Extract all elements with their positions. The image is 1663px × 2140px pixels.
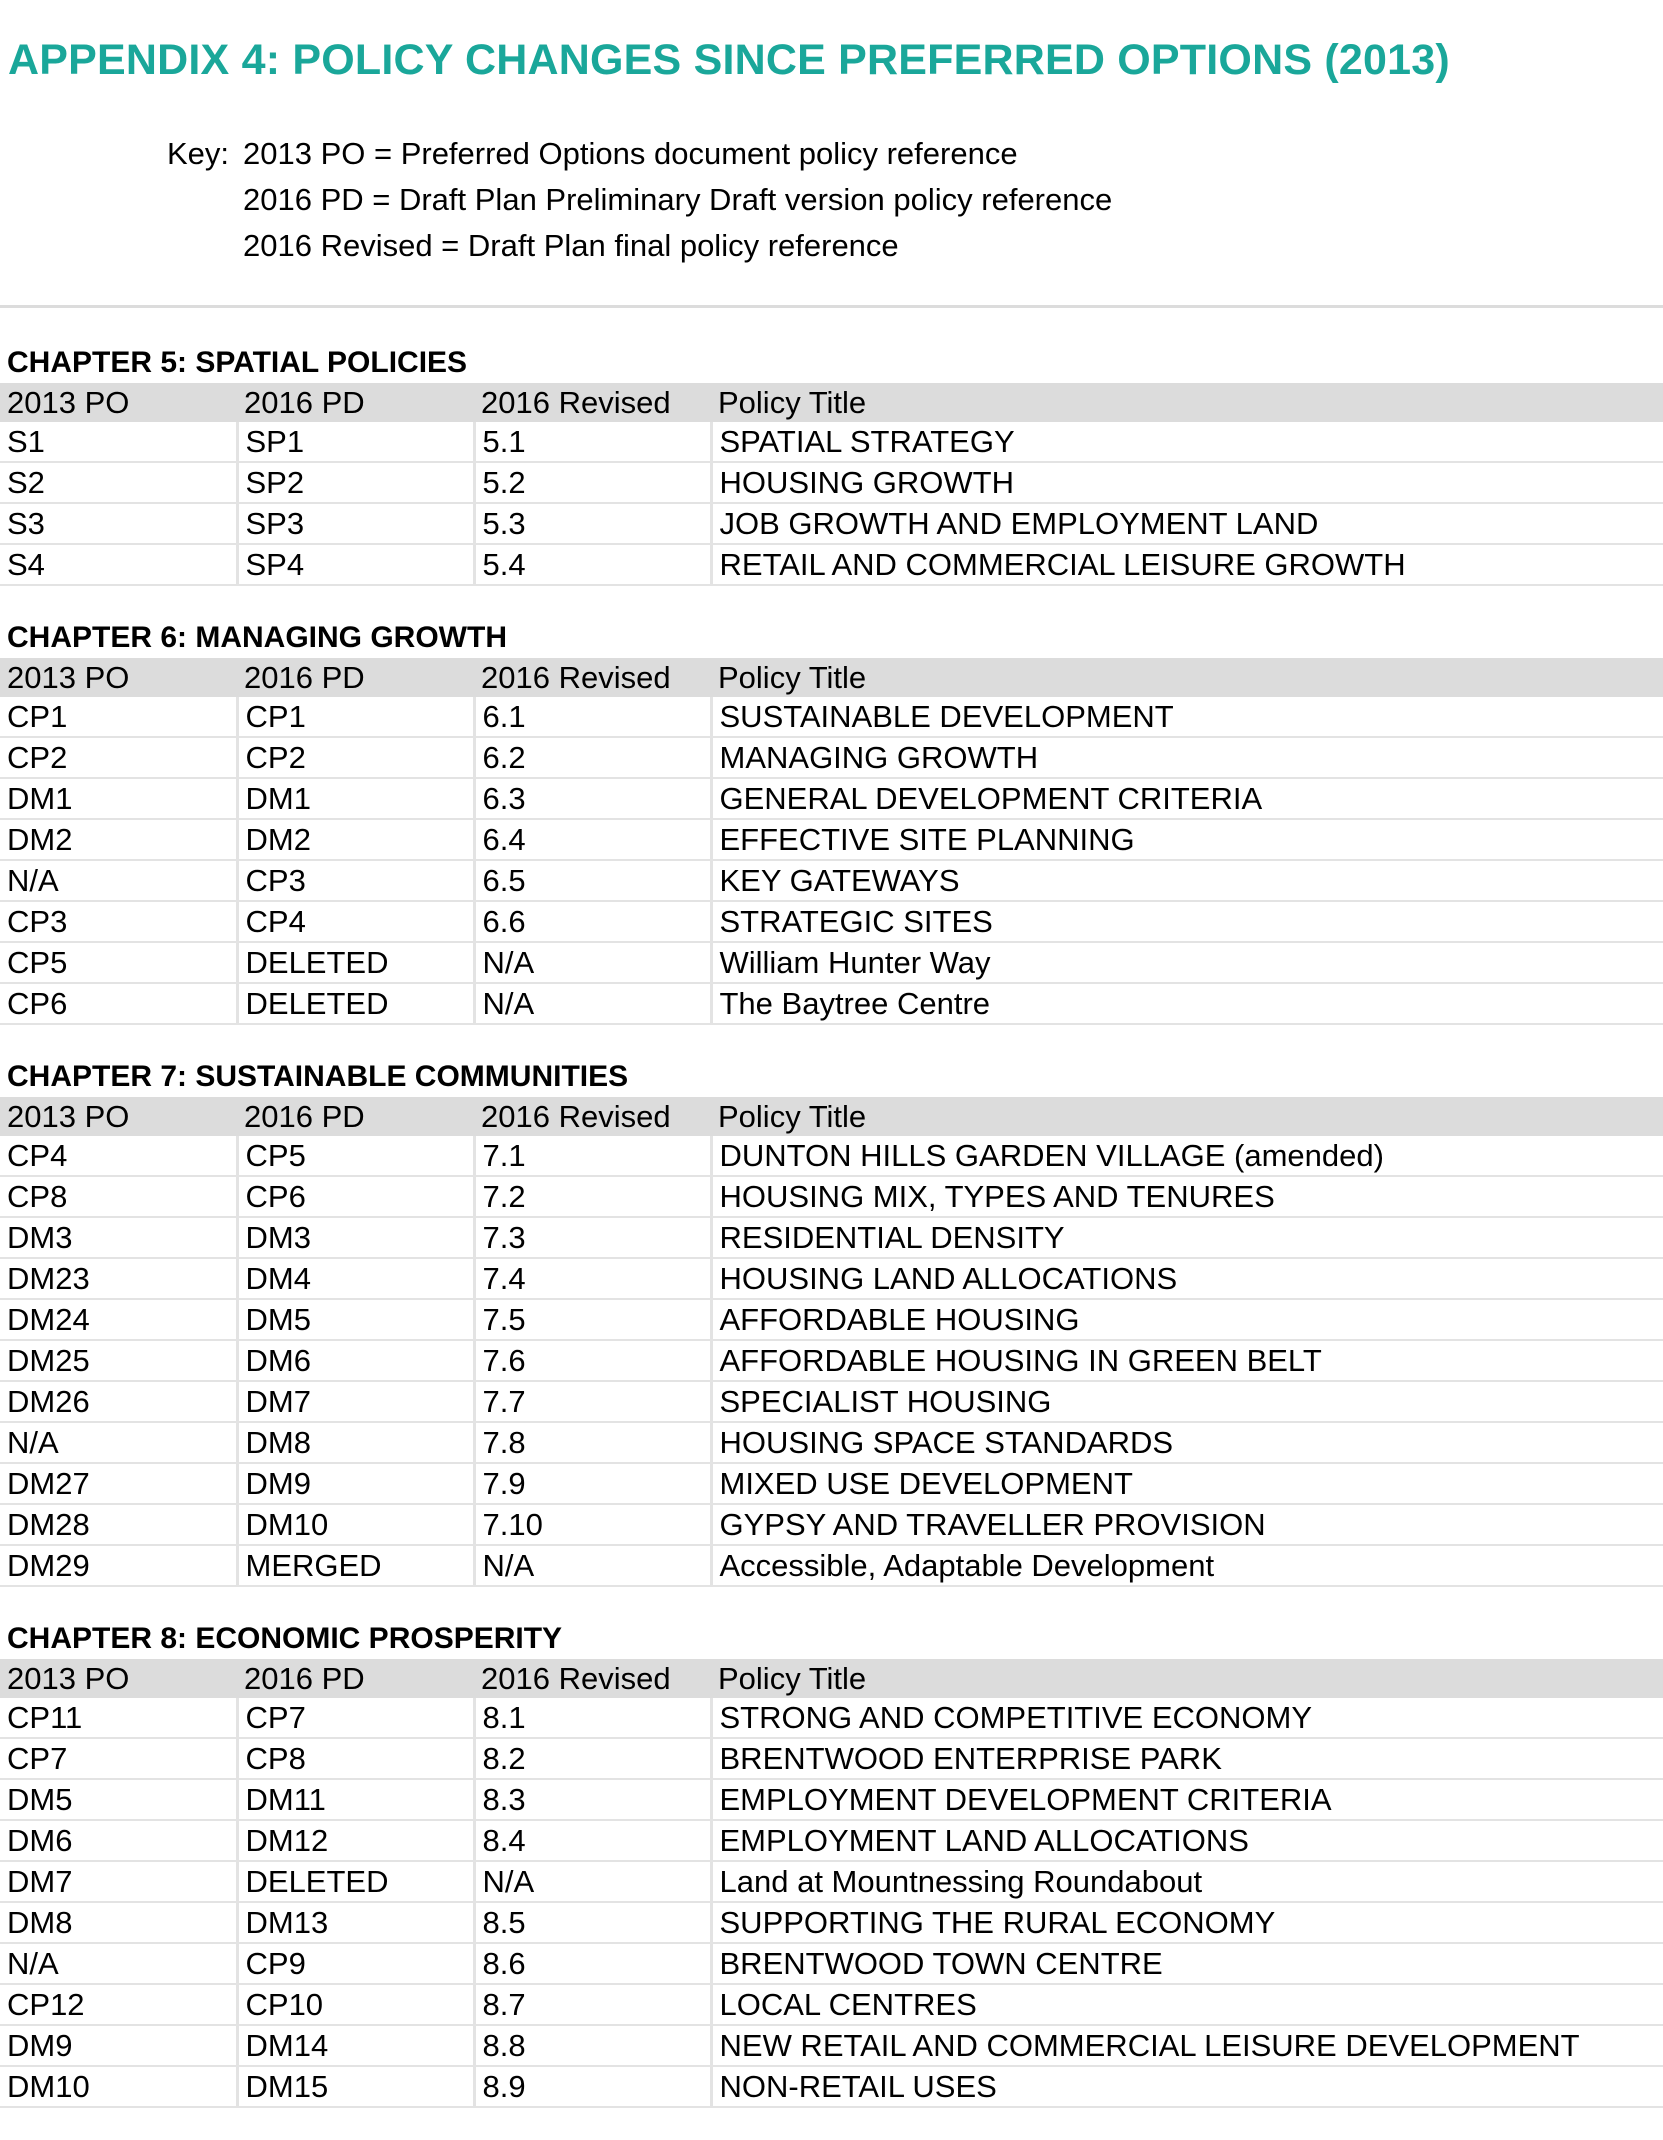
- po-ref-cell: DM2: [0, 819, 237, 860]
- revised-ref-cell: 7.5: [474, 1299, 711, 1340]
- pd-ref-cell: DM14: [237, 2025, 474, 2066]
- revised-ref-cell: 8.3: [474, 1779, 711, 1820]
- pd-ref-cell: DM8: [237, 1422, 474, 1463]
- revised-ref-cell: 7.3: [474, 1217, 711, 1258]
- pd-ref-cell: DM3: [237, 1217, 474, 1258]
- table-row: [0, 697, 1663, 737]
- table-row: [0, 2066, 1663, 2107]
- revised-ref-cell: 6.3: [474, 778, 711, 819]
- policy-title-cell: William Hunter Way: [711, 942, 1663, 983]
- policy-title-cell: STRATEGIC SITES: [711, 901, 1663, 942]
- table-row: [0, 1422, 1663, 1463]
- chapter-section: [0, 618, 1663, 1025]
- pd-ref-cell: DM6: [237, 1340, 474, 1381]
- po-ref-cell: DM9: [0, 2025, 237, 2066]
- column-header: 2013 PO: [0, 1659, 237, 1698]
- table-row: [0, 819, 1663, 860]
- table-row: [0, 1698, 1663, 1738]
- pd-ref-cell: DM2: [237, 819, 474, 860]
- po-ref-cell: CP3: [0, 901, 237, 942]
- pd-ref-cell: DM5: [237, 1299, 474, 1340]
- po-ref-cell: CP6: [0, 983, 237, 1024]
- revised-ref-cell: 7.1: [474, 1136, 711, 1176]
- revised-ref-cell: 6.6: [474, 901, 711, 942]
- pd-ref-cell: DELETED: [237, 1861, 474, 1902]
- revised-ref-cell: 6.2: [474, 737, 711, 778]
- revised-ref-cell: 7.4: [474, 1258, 711, 1299]
- table-row: [0, 1463, 1663, 1504]
- po-ref-cell: S3: [0, 503, 237, 544]
- pd-ref-cell: CP7: [237, 1698, 474, 1738]
- po-ref-cell: DM10: [0, 2066, 237, 2107]
- policy-title-cell: GYPSY AND TRAVELLER PROVISION: [711, 1504, 1663, 1545]
- pd-ref-cell: DELETED: [237, 983, 474, 1024]
- po-ref-cell: N/A: [0, 860, 237, 901]
- column-header: 2013 PO: [0, 1097, 237, 1136]
- policy-table: [0, 383, 1663, 586]
- policy-title-cell: DUNTON HILLS GARDEN VILLAGE (amended): [711, 1136, 1663, 1176]
- po-ref-cell: DM26: [0, 1381, 237, 1422]
- chapter-title: CHAPTER 8: ECONOMIC PROSPERITY: [7, 1622, 563, 1655]
- policy-title-cell: KEY GATEWAYS: [711, 860, 1663, 901]
- table-row: [0, 1217, 1663, 1258]
- pd-ref-cell: DELETED: [237, 942, 474, 983]
- key-line: [167, 131, 1112, 177]
- po-ref-cell: DM29: [0, 1545, 237, 1586]
- pd-ref-cell: CP5: [237, 1136, 474, 1176]
- po-ref-cell: N/A: [0, 1422, 237, 1463]
- column-header: 2016 Revised: [474, 1097, 711, 1136]
- pd-ref-cell: DM12: [237, 1820, 474, 1861]
- revised-ref-cell: 8.8: [474, 2025, 711, 2066]
- column-header: 2016 PD: [237, 658, 474, 697]
- policy-title-cell: RESIDENTIAL DENSITY: [711, 1217, 1663, 1258]
- policy-title-cell: BRENTWOOD TOWN CENTRE: [711, 1943, 1663, 1984]
- table-header-row: [0, 1097, 1663, 1136]
- revised-ref-cell: 7.10: [474, 1504, 711, 1545]
- pd-ref-cell: CP9: [237, 1943, 474, 1984]
- policy-title-cell: AFFORDABLE HOUSING: [711, 1299, 1663, 1340]
- policy-table: [0, 1097, 1663, 1587]
- table-row: [0, 1545, 1663, 1586]
- revised-ref-cell: 5.3: [474, 503, 711, 544]
- table-header-row: [0, 658, 1663, 697]
- table-row: [0, 1943, 1663, 1984]
- table-row: [0, 1902, 1663, 1943]
- key-line: [167, 177, 1112, 223]
- table-header-row: [0, 1659, 1663, 1698]
- pd-ref-cell: DM15: [237, 2066, 474, 2107]
- revised-ref-cell: 8.2: [474, 1738, 711, 1779]
- policy-title-cell: NON-RETAIL USES: [711, 2066, 1663, 2107]
- table-row: [0, 1136, 1663, 1176]
- table-row: [0, 1381, 1663, 1422]
- po-ref-cell: CP7: [0, 1738, 237, 1779]
- po-ref-cell: CP5: [0, 942, 237, 983]
- policy-title-cell: BRENTWOOD ENTERPRISE PARK: [711, 1738, 1663, 1779]
- revised-ref-cell: N/A: [474, 942, 711, 983]
- column-header: 2016 PD: [237, 1097, 474, 1136]
- policy-title-cell: Land at Mountnessing Roundabout: [711, 1861, 1663, 1902]
- revised-ref-cell: 8.6: [474, 1943, 711, 1984]
- pd-ref-cell: DM10: [237, 1504, 474, 1545]
- key-line-text: 2016 Revised = Draft Plan final policy reference: [243, 228, 899, 263]
- table-row: [0, 2025, 1663, 2066]
- policy-title-cell: LOCAL CENTRES: [711, 1984, 1663, 2025]
- revised-ref-cell: 7.7: [474, 1381, 711, 1422]
- po-ref-cell: S1: [0, 422, 237, 462]
- table-row: [0, 1861, 1663, 1902]
- po-ref-cell: CP11: [0, 1698, 237, 1738]
- column-header: Policy Title: [711, 1659, 1663, 1698]
- pd-ref-cell: CP1: [237, 697, 474, 737]
- column-header: Policy Title: [711, 1097, 1663, 1136]
- pd-ref-cell: CP6: [237, 1176, 474, 1217]
- revised-ref-cell: N/A: [474, 983, 711, 1024]
- table-row: [0, 737, 1663, 778]
- key-label: Key:: [167, 136, 230, 171]
- po-ref-cell: N/A: [0, 1943, 237, 1984]
- pd-ref-cell: SP1: [237, 422, 474, 462]
- policy-title-cell: SPATIAL STRATEGY: [711, 422, 1663, 462]
- pd-ref-cell: CP3: [237, 860, 474, 901]
- table-row: [0, 503, 1663, 544]
- column-header: 2016 PD: [237, 1659, 474, 1698]
- key-line-text: 2016 PD = Draft Plan Preliminary Draft version policy reference: [243, 182, 1113, 217]
- table-row: [0, 1984, 1663, 2025]
- table-row: [0, 942, 1663, 983]
- chapter-section: [0, 1619, 1663, 2108]
- revised-ref-cell: 8.4: [474, 1820, 711, 1861]
- pd-ref-cell: DM13: [237, 1902, 474, 1943]
- policy-title-cell: The Baytree Centre: [711, 983, 1663, 1024]
- po-ref-cell: S2: [0, 462, 237, 503]
- po-ref-cell: DM6: [0, 1820, 237, 1861]
- policy-title-cell: EMPLOYMENT DEVELOPMENT CRITERIA: [711, 1779, 1663, 1820]
- revised-ref-cell: 8.1: [474, 1698, 711, 1738]
- revised-ref-cell: 6.1: [474, 697, 711, 737]
- po-ref-cell: CP8: [0, 1176, 237, 1217]
- table-row: [0, 1504, 1663, 1545]
- pd-ref-cell: SP4: [237, 544, 474, 585]
- table-row: [0, 1779, 1663, 1820]
- revised-ref-cell: 6.4: [474, 819, 711, 860]
- revised-ref-cell: 5.2: [474, 462, 711, 503]
- revised-ref-cell: 8.5: [474, 1902, 711, 1943]
- po-ref-cell: CP4: [0, 1136, 237, 1176]
- pd-ref-cell: SP3: [237, 503, 474, 544]
- pd-ref-cell: CP4: [237, 901, 474, 942]
- po-ref-cell: DM23: [0, 1258, 237, 1299]
- chapter-title: CHAPTER 5: SPATIAL POLICIES: [7, 346, 468, 379]
- po-ref-cell: CP12: [0, 1984, 237, 2025]
- policy-title-cell: SUSTAINABLE DEVELOPMENT: [711, 697, 1663, 737]
- policy-title-cell: STRONG AND COMPETITIVE ECONOMY: [711, 1698, 1663, 1738]
- table-row: [0, 462, 1663, 503]
- revised-ref-cell: 8.9: [474, 2066, 711, 2107]
- table-row: [0, 422, 1663, 462]
- policy-title-cell: HOUSING MIX, TYPES AND TENURES: [711, 1176, 1663, 1217]
- pd-ref-cell: DM7: [237, 1381, 474, 1422]
- pd-ref-cell: DM9: [237, 1463, 474, 1504]
- column-header: 2016 Revised: [474, 1659, 711, 1698]
- pd-ref-cell: CP10: [237, 1984, 474, 2025]
- table-row: [0, 901, 1663, 942]
- divider: [0, 305, 1663, 308]
- policy-title-cell: SUPPORTING THE RURAL ECONOMY: [711, 1902, 1663, 1943]
- revised-ref-cell: 7.6: [474, 1340, 711, 1381]
- revised-ref-cell: N/A: [474, 1545, 711, 1586]
- column-header: 2013 PO: [0, 658, 237, 697]
- policy-title-cell: RETAIL AND COMMERCIAL LEISURE GROWTH: [711, 544, 1663, 585]
- revised-ref-cell: 7.9: [474, 1463, 711, 1504]
- policy-title-cell: EMPLOYMENT LAND ALLOCATIONS: [711, 1820, 1663, 1861]
- policy-title-cell: GENERAL DEVELOPMENT CRITERIA: [711, 778, 1663, 819]
- po-ref-cell: DM24: [0, 1299, 237, 1340]
- pd-ref-cell: DM1: [237, 778, 474, 819]
- table-row: [0, 1299, 1663, 1340]
- table-row: [0, 1340, 1663, 1381]
- pd-ref-cell: DM4: [237, 1258, 474, 1299]
- po-ref-cell: DM3: [0, 1217, 237, 1258]
- po-ref-cell: CP1: [0, 697, 237, 737]
- column-header: Policy Title: [711, 658, 1663, 697]
- pd-ref-cell: MERGED: [237, 1545, 474, 1586]
- po-ref-cell: S4: [0, 544, 237, 585]
- pd-ref-cell: SP2: [237, 462, 474, 503]
- revised-ref-cell: 5.4: [474, 544, 711, 585]
- pd-ref-cell: CP2: [237, 737, 474, 778]
- revised-ref-cell: N/A: [474, 1861, 711, 1902]
- po-ref-cell: DM7: [0, 1861, 237, 1902]
- chapter-section: [0, 343, 1663, 586]
- policy-title-cell: JOB GROWTH AND EMPLOYMENT LAND: [711, 503, 1663, 544]
- key-line: [167, 223, 1112, 269]
- revised-ref-cell: 5.1: [474, 422, 711, 462]
- pd-ref-cell: CP8: [237, 1738, 474, 1779]
- po-ref-cell: DM25: [0, 1340, 237, 1381]
- po-ref-cell: DM27: [0, 1463, 237, 1504]
- policy-title-cell: Accessible, Adaptable Development: [711, 1545, 1663, 1586]
- revised-ref-cell: 7.8: [474, 1422, 711, 1463]
- table-row: [0, 1738, 1663, 1779]
- policy-table: [0, 1659, 1663, 2108]
- table-header-row: [0, 383, 1663, 422]
- table-row: [0, 778, 1663, 819]
- chapter-title: CHAPTER 6: MANAGING GROWTH: [7, 621, 507, 654]
- po-ref-cell: DM28: [0, 1504, 237, 1545]
- policy-title-cell: MANAGING GROWTH: [711, 737, 1663, 778]
- column-header: 2016 Revised: [474, 658, 711, 697]
- revised-ref-cell: 8.7: [474, 1984, 711, 2025]
- policy-title-cell: HOUSING LAND ALLOCATIONS: [711, 1258, 1663, 1299]
- key-line-text: 2013 PO = Preferred Options document policy reference: [243, 136, 1018, 171]
- policy-title-cell: HOUSING SPACE STANDARDS: [711, 1422, 1663, 1463]
- revised-ref-cell: 6.5: [474, 860, 711, 901]
- key-legend: [167, 131, 1112, 269]
- table-row: [0, 1258, 1663, 1299]
- policy-title-cell: AFFORDABLE HOUSING IN GREEN BELT: [711, 1340, 1663, 1381]
- table-row: [0, 1176, 1663, 1217]
- po-ref-cell: CP2: [0, 737, 237, 778]
- pd-ref-cell: DM11: [237, 1779, 474, 1820]
- policy-title-cell: SPECIALIST HOUSING: [711, 1381, 1663, 1422]
- table-row: [0, 860, 1663, 901]
- po-ref-cell: DM1: [0, 778, 237, 819]
- policy-title-cell: HOUSING GROWTH: [711, 462, 1663, 503]
- page-title: APPENDIX 4: POLICY CHANGES SINCE PREFERRED OPTIONS (2013): [8, 36, 1450, 84]
- policy-sections: [0, 343, 1663, 2140]
- column-header: 2016 PD: [237, 383, 474, 422]
- po-ref-cell: DM5: [0, 1779, 237, 1820]
- table-row: [0, 544, 1663, 585]
- policy-title-cell: NEW RETAIL AND COMMERCIAL LEISURE DEVELOPMENT: [711, 2025, 1663, 2066]
- column-header: 2013 PO: [0, 383, 237, 422]
- revised-ref-cell: 7.2: [474, 1176, 711, 1217]
- chapter-section: [0, 1057, 1663, 1587]
- chapter-title: CHAPTER 7: SUSTAINABLE COMMUNITIES: [7, 1060, 629, 1093]
- po-ref-cell: DM8: [0, 1902, 237, 1943]
- table-row: [0, 1820, 1663, 1861]
- policy-table: [0, 658, 1663, 1025]
- policy-title-cell: MIXED USE DEVELOPMENT: [711, 1463, 1663, 1504]
- table-row: [0, 983, 1663, 1024]
- policy-title-cell: EFFECTIVE SITE PLANNING: [711, 819, 1663, 860]
- column-header: Policy Title: [711, 383, 1663, 422]
- column-header: 2016 Revised: [474, 383, 711, 422]
